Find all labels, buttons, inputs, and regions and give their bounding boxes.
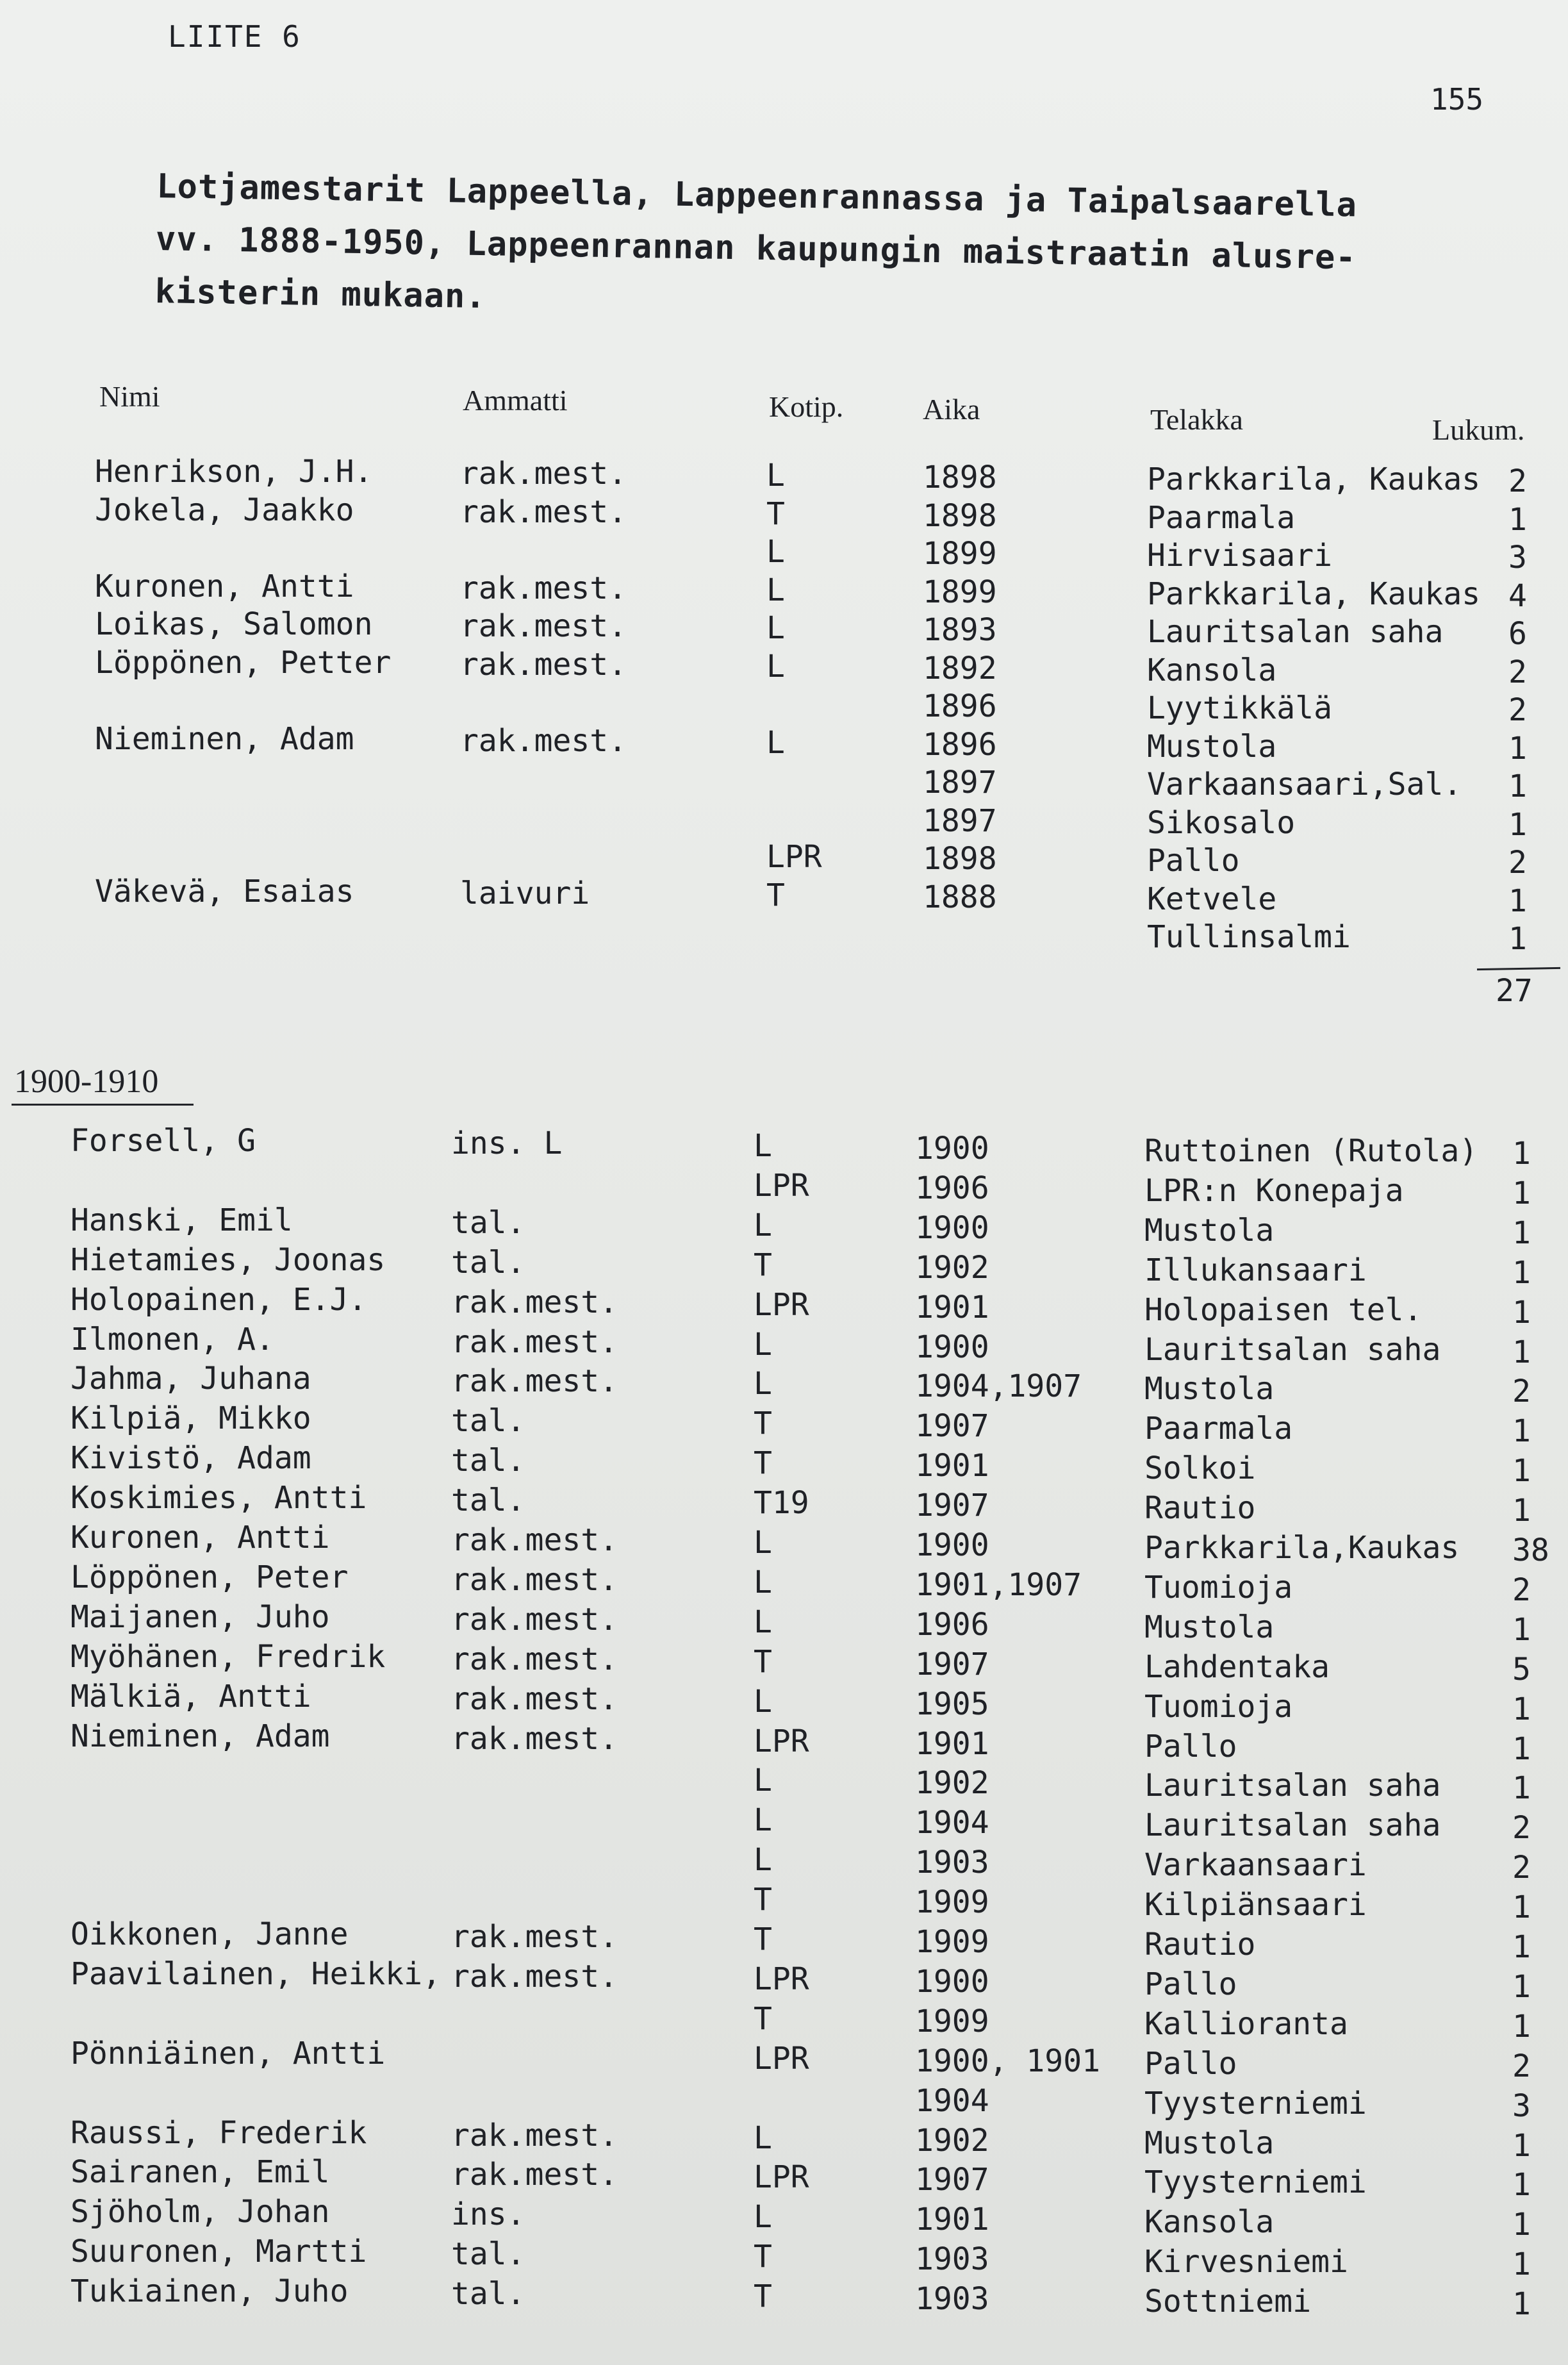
cell-year: 1907: [915, 1408, 989, 1445]
cell-home: T: [754, 2278, 772, 2315]
cell-name: Tukiainen, Juho: [70, 2273, 349, 2310]
cell-yard: Tyysterniemi: [1144, 2085, 1367, 2121]
cell-yard: Solkoi: [1144, 1450, 1256, 1487]
table-row: [0, 1361, 1568, 1410]
cell-count: 3: [1508, 540, 1527, 576]
table-row: [0, 1241, 1568, 1291]
cell-home: T: [754, 1247, 772, 1283]
cell-count: 2: [1508, 692, 1527, 728]
section-heading: 1900-1910: [14, 1063, 159, 1100]
cell-count: 1: [1512, 2246, 1531, 2283]
cell-name: Kilpiä, Mikko: [70, 1400, 311, 1437]
cell-count: 1: [1512, 1493, 1531, 1529]
cell-home: L: [754, 1604, 772, 1640]
cell-yard: Pallo: [1147, 843, 1240, 879]
cell-name: Maijanen, Juho: [70, 1598, 330, 1635]
table-row: [0, 1916, 1568, 1965]
table-row: [0, 1281, 1568, 1331]
table-row: [0, 1598, 1568, 1648]
cell-year: 1904: [915, 2082, 989, 2119]
cell-occupation: rak.mest.: [451, 1919, 618, 1955]
table-row: [0, 835, 1568, 881]
cell-year: 1900: [915, 1329, 989, 1365]
cell-occupation: rak.mest.: [451, 1561, 618, 1598]
cell-home: LPR: [754, 1723, 809, 1759]
cell-home: LPR: [754, 1961, 809, 1997]
cell-home: L: [766, 572, 785, 608]
cell-yard: Tullinsalmi: [1147, 919, 1351, 955]
cell-count: 1: [1512, 1136, 1531, 1172]
table-row: [0, 2234, 1568, 2283]
cell-count: 5: [1512, 1651, 1531, 1688]
cell-home: L: [754, 1564, 772, 1600]
column-header-occupation: Ammatti: [463, 384, 568, 417]
table-row: [0, 797, 1568, 843]
cell-home: T: [754, 1445, 772, 1482]
cell-count: 1: [1512, 1929, 1531, 1965]
cell-occupation: rak.mest.: [451, 1958, 618, 1995]
cell-count: 2: [1512, 1572, 1531, 1608]
cell-home: L: [766, 534, 785, 570]
cell-occupation: rak.mest.: [451, 1284, 618, 1320]
cell-home: T: [754, 2000, 772, 2037]
cell-count: 4: [1508, 577, 1527, 614]
cell-year: 1903: [915, 1845, 989, 1881]
table-row: [0, 606, 1568, 652]
column-header-year: Aika: [923, 393, 980, 426]
table-row: [0, 1877, 1568, 1926]
cell-occupation: tal.: [451, 1204, 525, 1241]
cell-yard: Mustola: [1144, 1371, 1275, 1407]
table-row: [0, 492, 1568, 538]
cell-yard: Ketvele: [1147, 881, 1277, 917]
cell-yard: Kansola: [1147, 652, 1277, 688]
cell-count: 1: [1512, 1254, 1531, 1291]
table-row: [0, 720, 1568, 767]
cell-year: 1901: [915, 1725, 989, 1762]
cell-yard: Pallo: [1144, 2045, 1237, 2082]
cell-count: 1: [1512, 1968, 1531, 2005]
cell-year: 1907: [915, 1488, 989, 1524]
cell-yard: Lauritsalan saha: [1144, 1807, 1441, 1844]
table-row: [0, 1678, 1568, 1727]
cell-yard: Mustola: [1144, 1212, 1275, 1249]
cell-name: Holopainen, E.J.: [70, 1281, 367, 1318]
cell-home: L: [754, 1683, 772, 1720]
cell-home: LPR: [754, 1167, 809, 1204]
cell-home: L: [754, 2199, 772, 2236]
table-row: [0, 1123, 1568, 1172]
cell-occupation: ins. L: [451, 1125, 563, 1161]
cell-year: 1899: [923, 574, 997, 610]
cell-count: 2: [1512, 1850, 1531, 1886]
cell-count: 1: [1512, 2127, 1531, 2164]
cell-name: Raussi, Frederik: [70, 2114, 367, 2151]
cell-name: Koskimies, Antti: [70, 1480, 367, 1516]
cell-year: 1906: [915, 1606, 989, 1643]
cell-occupation: laivuri: [460, 875, 590, 911]
cell-count: 2: [1512, 1373, 1531, 1410]
cell-count: 1: [1508, 768, 1527, 804]
cell-year: 1902: [915, 1765, 989, 1802]
cell-yard: Lahdentaka: [1144, 1648, 1330, 1685]
table-row: [0, 759, 1568, 804]
cell-name: Paavilainen, Heikki,: [70, 1955, 441, 1992]
cell-home: L: [754, 1842, 772, 1879]
cell-yard: Lauritsalan saha: [1144, 1331, 1441, 1368]
cell-occupation: rak.mest.: [451, 1363, 618, 1400]
table-row: [0, 1400, 1568, 1450]
cell-count: 1: [1508, 806, 1527, 843]
cell-home: T: [754, 2239, 772, 2275]
cell-year: 1904: [915, 1805, 989, 1841]
section-underline: [12, 1104, 194, 1106]
cell-home: L: [754, 1366, 772, 1402]
cell-count: 1: [1512, 2286, 1531, 2323]
cell-count: 3: [1512, 2087, 1531, 2124]
cell-count: 1: [1512, 1334, 1531, 1370]
cell-yard: Kilpiänsaari: [1144, 1887, 1367, 1923]
cell-home: L: [766, 648, 785, 685]
cell-name: Jokela, Jaakko: [95, 492, 354, 528]
cell-year: 1900: [915, 1963, 989, 2000]
cell-year: 1907: [915, 2162, 989, 2198]
cell-year: 1909: [915, 1884, 989, 1921]
cell-year: 1888: [923, 879, 997, 915]
cell-count: 1: [1508, 921, 1527, 957]
table-row: [0, 911, 1568, 957]
cell-yard: Mustola: [1144, 1609, 1275, 1645]
cell-year: 1899: [923, 536, 997, 572]
cell-count: 2: [1508, 463, 1527, 499]
cell-count: 1: [1512, 2207, 1531, 2243]
cell-count: 1: [1512, 2167, 1531, 2203]
cell-count: 1: [1512, 1215, 1531, 1251]
cell-yard: Lauritsalan saha: [1147, 614, 1444, 650]
table-row: [0, 1757, 1568, 1807]
table-row: [0, 2273, 1568, 2323]
cell-home: T19: [754, 1485, 809, 1522]
cell-yard: Pallo: [1144, 1966, 1237, 2002]
cell-yard: Pallo: [1144, 1728, 1237, 1764]
cell-home: LPR: [766, 839, 822, 875]
cell-name: Kuronen, Antti: [70, 1520, 330, 1556]
cell-occupation: rak.mest.: [460, 608, 627, 644]
table-row: [0, 1163, 1568, 1211]
cell-name: Hietamies, Joonas: [70, 1241, 386, 1278]
cell-year: 1909: [915, 2003, 989, 2039]
cell-occupation: rak.mest.: [451, 1324, 618, 1360]
cell-name: Myöhänen, Fredrik: [70, 1638, 386, 1675]
cell-year: 1901,1907: [915, 1566, 1082, 1603]
cell-yard: Tuomioja: [1144, 1688, 1293, 1725]
cell-occupation: rak.mest.: [460, 722, 627, 759]
cell-occupation: rak.mest.: [451, 1601, 618, 1638]
table-row: [0, 873, 1568, 919]
cell-yard: Varkaansaari,Sal.: [1147, 767, 1462, 802]
cell-count: 1: [1512, 1691, 1531, 1727]
table-row: [0, 1520, 1568, 1568]
cell-yard: Mustola: [1144, 2125, 1275, 2161]
cell-yard: Kirvesniemi: [1144, 2244, 1348, 2280]
cell-yard: Illukansaari: [1144, 1252, 1367, 1288]
total-count: 27: [1496, 973, 1533, 1009]
table-row: [0, 454, 1568, 499]
cell-year: 1893: [923, 612, 997, 648]
cell-occupation: tal.: [451, 1443, 525, 1479]
table-row: [0, 2154, 1568, 2203]
cell-year: 1898: [923, 497, 997, 534]
cell-count: 1: [1512, 1413, 1531, 1450]
cell-name: Loikas, Salomon: [95, 606, 373, 642]
column-header-name: Nimi: [99, 380, 160, 413]
table-row: [0, 1837, 1568, 1886]
cell-occupation: tal.: [451, 2276, 525, 2312]
cell-name: Sairanen, Emil: [70, 2154, 330, 2191]
cell-home: L: [754, 1763, 772, 1799]
cell-count: 1: [1512, 1611, 1531, 1648]
cell-year: 1903: [915, 2281, 989, 2318]
cell-home: T: [754, 1882, 772, 1918]
cell-home: T: [754, 1921, 772, 1957]
cell-yard: Parkkarila,Kaukas: [1144, 1530, 1460, 1566]
cell-name: Löppönen, Petter: [95, 644, 392, 681]
table-row: [0, 568, 1568, 614]
cell-name: Forsell, G: [70, 1123, 256, 1159]
cell-name: Sjöholm, Johan: [70, 2194, 330, 2230]
cell-yard: Mustola: [1147, 728, 1277, 765]
cell-occupation: rak.mest.: [460, 570, 627, 606]
cell-name: Löppönen, Peter: [70, 1559, 349, 1595]
cell-year: 1898: [923, 841, 997, 877]
cell-occupation: rak.mest.: [451, 1680, 618, 1717]
table-row: [0, 1718, 1568, 1767]
cell-year: 1907: [915, 1646, 989, 1682]
cell-name: Jahma, Juhana: [70, 1361, 311, 1397]
cell-yard: Sottniemi: [1144, 2284, 1312, 2320]
cell-yard: Holopaisen tel.: [1144, 1291, 1423, 1328]
cell-occupation: rak.mest.: [460, 646, 627, 683]
cell-year: 1909: [915, 1924, 989, 1960]
cell-home: L: [766, 458, 785, 494]
table-row: [0, 2075, 1568, 2124]
cell-home: T: [766, 495, 785, 532]
cell-name: Oikkonen, Janne: [70, 1916, 349, 1952]
cell-count: 2: [1508, 845, 1527, 881]
table-row: [0, 2035, 1568, 2084]
cell-year: 1904,1907: [915, 1368, 1082, 1405]
cell-count: 1: [1508, 883, 1527, 919]
table-row: [0, 1996, 1568, 2045]
cell-year: 1905: [915, 1686, 989, 1722]
column-header-yard: Telakka: [1150, 403, 1243, 436]
cell-year: 1900, 1901: [915, 2043, 1100, 2079]
cell-occupation: rak.mest.: [451, 1641, 618, 1677]
cell-name: Ilmonen, A.: [70, 1321, 274, 1357]
cell-home: T: [754, 1406, 772, 1442]
cell-occupation: tal.: [451, 1403, 525, 1440]
cell-occupation: rak.mest.: [451, 1720, 618, 1757]
appendix-label: LIITE 6: [168, 19, 301, 54]
cell-home: L: [766, 610, 785, 646]
table-row: [0, 644, 1568, 690]
cell-year: 1903: [915, 2241, 989, 2278]
table-row: [0, 1559, 1568, 1608]
cell-yard: Lauritsalan saha: [1144, 1768, 1441, 1804]
table-row: [0, 2194, 1568, 2243]
cell-name: Pönniäinen, Antti: [70, 2035, 386, 2071]
cell-count: 6: [1508, 616, 1527, 652]
cell-year: 1900: [915, 1209, 989, 1246]
cell-home: L: [754, 1525, 772, 1561]
table-row: [0, 1480, 1568, 1529]
cell-home: L: [754, 2120, 772, 2156]
cell-count: 1: [1512, 1730, 1531, 1767]
cell-year: 1897: [923, 765, 997, 801]
cell-year: 1901: [915, 2202, 989, 2238]
cell-home: LPR: [754, 2159, 809, 2196]
cell-home: L: [766, 724, 785, 761]
cell-yard: Kansola: [1144, 2204, 1275, 2241]
table-row: [0, 530, 1568, 576]
cell-yard: Tyysterniemi: [1144, 2164, 1367, 2201]
cell-occupation: rak.mest.: [460, 456, 627, 492]
cell-year: 1902: [915, 2122, 989, 2159]
cell-count: 2: [1512, 1810, 1531, 1846]
cell-year: 1900: [915, 1131, 989, 1166]
table-row: [0, 1202, 1568, 1251]
cell-occupation: rak.mest.: [460, 494, 627, 530]
cell-year: 1892: [923, 650, 997, 686]
cell-year: 1902: [915, 1249, 989, 1286]
cell-count: 1: [1512, 1453, 1531, 1490]
cell-count: 1: [1512, 1889, 1531, 1926]
table-row: [0, 1797, 1568, 1846]
cell-yard: LPR:n Konepaja: [1144, 1172, 1404, 1209]
cell-yard: Rautio: [1144, 1927, 1256, 1963]
cell-count: 2: [1512, 2048, 1531, 2084]
cell-count: 1: [1512, 1770, 1531, 1807]
cell-year: 1898: [923, 460, 997, 495]
cell-year: 1896: [923, 726, 997, 763]
cell-yard: Paarmala: [1147, 499, 1296, 536]
cell-name: Suuronen, Martti: [70, 2234, 367, 2270]
table-row: [0, 2114, 1568, 2164]
cell-occupation: rak.mest.: [451, 2157, 618, 2193]
cell-count: 1: [1508, 501, 1527, 538]
page-number: 155: [1430, 82, 1484, 117]
table-row: [0, 1638, 1568, 1688]
column-header-home: Kotip.: [769, 390, 844, 423]
cell-name: Mälkiä, Antti: [70, 1678, 311, 1714]
cell-yard: Lyytikkälä: [1147, 690, 1332, 726]
cell-count: 1: [1512, 1175, 1531, 1211]
cell-yard: Kallioranta: [1144, 2005, 1348, 2042]
total-divider: [1477, 967, 1560, 970]
cell-home: L: [754, 1326, 772, 1363]
cell-occupation: tal.: [451, 1244, 525, 1281]
cell-year: 1900: [915, 1527, 989, 1563]
cell-yard: Sikosalo: [1147, 804, 1296, 841]
cell-count: 2: [1508, 654, 1527, 690]
cell-home: L: [754, 1802, 772, 1839]
cell-occupation: tal.: [451, 1482, 525, 1519]
cell-home: L: [754, 1128, 772, 1164]
table-row: [0, 683, 1568, 728]
cell-yard: Hirvisaari: [1147, 538, 1332, 574]
cell-occupation: tal.: [451, 2236, 525, 2273]
cell-name: Kuronen, Antti: [95, 568, 354, 604]
cell-occupation: rak.mest.: [451, 1522, 618, 1558]
cell-yard: Rautio: [1144, 1490, 1256, 1527]
cell-name: Hanski, Emil: [70, 1202, 293, 1238]
table-row: [0, 1321, 1568, 1370]
cell-count: 1: [1512, 2008, 1531, 2045]
cell-occupation: rak.mest.: [451, 2117, 618, 2153]
cell-home: T: [754, 1643, 772, 1680]
table-row: [0, 1955, 1568, 2005]
cell-name: Henrikson, J.H.: [95, 454, 373, 490]
column-header-count: Lukum.: [1432, 413, 1525, 446]
cell-year: 1901: [915, 1289, 989, 1325]
cell-year: 1896: [923, 688, 997, 724]
cell-year: 1901: [915, 1448, 989, 1484]
cell-count: 1: [1512, 1294, 1531, 1331]
cell-occupation: ins.: [451, 2196, 525, 2233]
cell-name: Nieminen, Adam: [70, 1718, 330, 1754]
cell-year: 1906: [915, 1170, 989, 1206]
cell-count: 1: [1508, 730, 1527, 767]
cell-yard: Parkkarila, Kaukas: [1147, 461, 1481, 497]
cell-name: Kivistö, Adam: [70, 1440, 311, 1477]
cell-home: L: [754, 1207, 772, 1243]
cell-name: Väkevä, Esaias: [95, 873, 354, 909]
cell-home: LPR: [754, 1286, 809, 1323]
document-title: Lotjamestarit Lappeella, Lappeenrannassa ja Taipalsaarella vv. 1888-1950, Lappeenrannan kaupungin maistraatin alusre- kisterin mukaan.: [154, 167, 1358, 317]
cell-year: 1897: [923, 802, 997, 839]
cell-yard: Parkkarila, Kaukas: [1147, 576, 1481, 612]
cell-home: LPR: [754, 2040, 809, 2077]
cell-home: T: [766, 877, 785, 913]
cell-yard: Ruttoinen (Rutola): [1144, 1133, 1478, 1169]
cell-name: Nieminen, Adam: [95, 720, 354, 757]
cell-count: 38: [1512, 1532, 1549, 1568]
cell-yard: Varkaansaari: [1144, 1847, 1367, 1884]
table-row: [0, 1440, 1568, 1490]
cell-yard: Tuomioja: [1144, 1569, 1293, 1606]
cell-yard: Paarmala: [1144, 1411, 1293, 1447]
